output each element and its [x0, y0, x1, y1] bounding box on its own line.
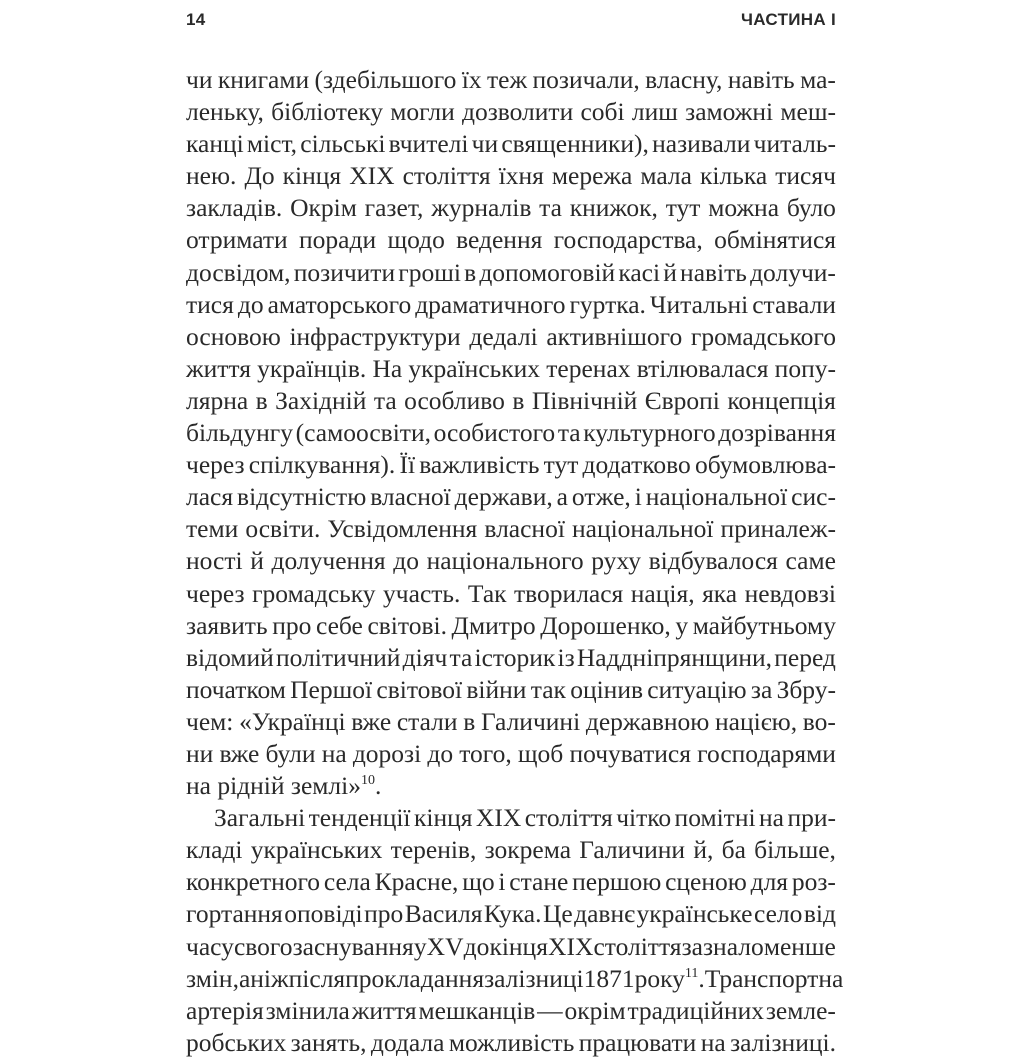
text-line: отримати поради щодо ведення господарства, обмінятися: [186, 225, 836, 255]
text-line: лярна в Західній та особливо в Північній Європі концепція: [186, 385, 836, 415]
page-number: 14: [186, 10, 206, 29]
text-line: кладі українських теренів, зокрема Галичини й, ба більше,: [186, 835, 836, 865]
text-line: леньку, бібліотеку могли дозволити собі лиш заможні меш-: [186, 97, 836, 127]
text-line: через громадську участь. Так творилася нація, яка невдовзі: [186, 578, 836, 608]
text-line: часу свого заснування у XV до кінця XIX століття зазнало менше: [186, 931, 836, 961]
text-line: життя українців. На українських теренах втілювалася попу-: [186, 353, 836, 383]
text-line: теми освіти. Усвідомлення власної національної приналеж-: [186, 514, 836, 544]
footnote-mark[interactable]: 10: [361, 773, 375, 789]
text-line: ни вже були на дорозі до того, щоб почуватися господарями: [186, 738, 836, 768]
text-line: Загальні тенденції кінця XIX століття чітко помітні на при-: [214, 803, 836, 833]
text-line: робських занять, додала можливість працювати на залізниці.: [186, 1027, 836, 1057]
text-line: тися до аматорського драматичного гуртка. Читальні ставали: [186, 289, 836, 319]
text-line: чем: «Українці вже стали в Галичині державною нацією, во-: [186, 706, 836, 736]
text-line: ності й долучення до національного руху відбувалося саме: [186, 546, 836, 576]
footnote-mark[interactable]: 11: [684, 965, 699, 981]
running-head: ЧАСТИНА І: [741, 10, 836, 29]
text-line: лася відсутністю власної держави, а отже, і національної сис-: [186, 482, 836, 512]
text-line: конкретного села Красне, що і стане першою сценою для роз-: [186, 867, 836, 897]
body-text: [186, 64, 844, 1059]
text-line: заявить про себе світові. Дмитро Дорошенко, у майбутньому: [186, 610, 836, 640]
text-line: на рідній землі»$^{10}$.: [186, 771, 382, 801]
text-line: початком Першої світової війни так оцінив ситуацію за Збру-: [186, 674, 836, 704]
text-line: гортання оповіді про Василя Кука. Це давнє українське село від: [186, 899, 836, 929]
paragraph: [186, 802, 844, 1059]
text-line: артерія змінила життя мешканців — окрім традиційних земле-: [186, 995, 836, 1025]
text-line: канці міст, сільські вчителі чи священники), називали читаль-: [186, 129, 836, 159]
text-line: більдунгу (самоосвіти, особистого та культурного дозрівання: [186, 418, 836, 448]
text-line: змін, аніж після прокладання залізниці 1871 року$^{11}$. Транспортна: [186, 963, 844, 993]
text-line: нею. До кінця XIX століття їхня мережа мала кілька тисяч: [186, 161, 836, 191]
paragraph: [186, 64, 836, 802]
text-line: відомий політичний діяч та історик із Наддніпрянщини, перед: [186, 642, 836, 672]
text-line: основою інфраструктури дедалі активнішого громадського: [186, 321, 836, 351]
text-line: закладів. Окрім газет, журналів та книжок, тут можна було: [186, 193, 836, 223]
page-header: [186, 2, 836, 32]
text-line: чи книгами (здебільшого їх теж позичали, власну, навіть ма-: [186, 65, 836, 94]
text-line: через спілкування). Її важливість тут додатково обумовлюва-: [186, 450, 836, 480]
text-line: досвідом, позичити гроші в допомоговій касі й навіть долучи-: [186, 257, 836, 287]
